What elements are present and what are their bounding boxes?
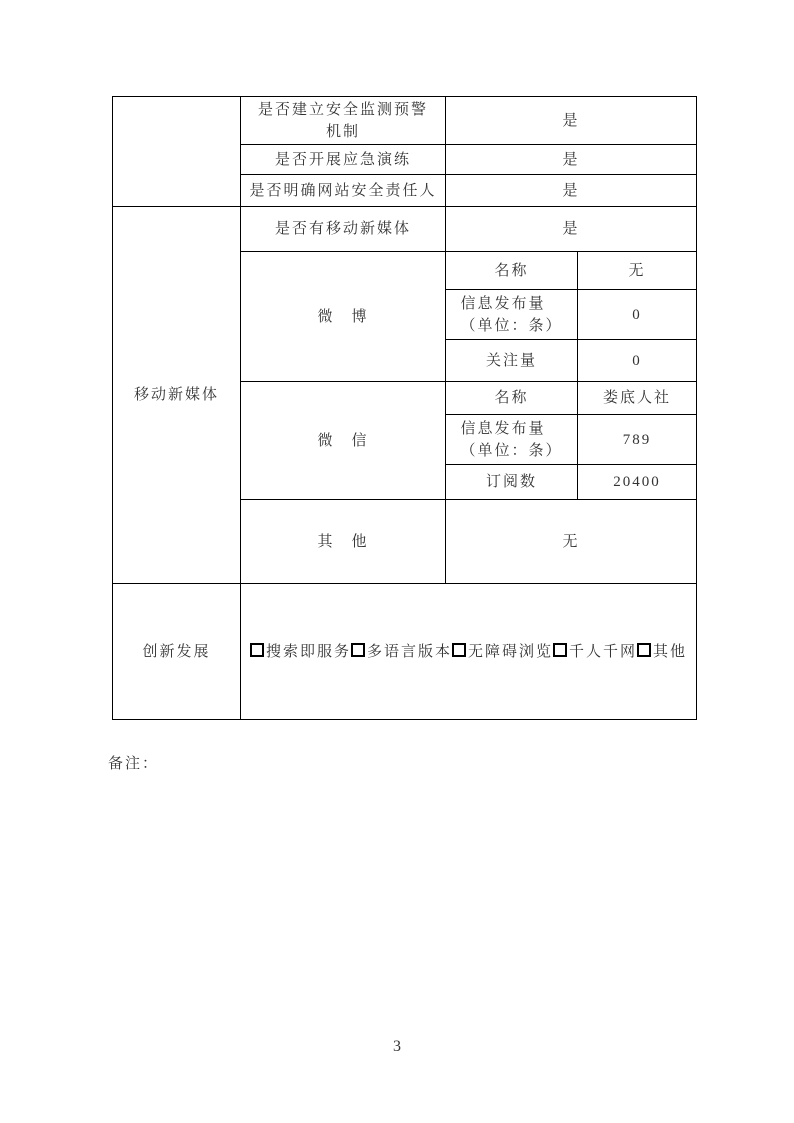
label-line1: 是否建立安全监测预警 (257, 101, 428, 118)
checkbox-unchecked-icon[interactable] (250, 643, 264, 657)
innovation-section-label: 创新发展 (113, 584, 241, 720)
label-line2: （单位：条） (460, 317, 563, 334)
table-row (113, 584, 697, 720)
table-row (113, 207, 697, 252)
weibo-name-label: 名称 (446, 252, 578, 290)
emergency-drill-label: 是否开展应急演练 (241, 145, 446, 175)
other-media-label: 其 他 (241, 500, 446, 584)
notes-label: 备注： (108, 756, 160, 772)
weibo-posts-label (446, 290, 578, 340)
innovation-option-label: 搜索即服务 (265, 643, 351, 660)
report-table (112, 96, 697, 720)
wechat-subscribers-value: 20400 (578, 465, 697, 500)
innovation-option-other[interactable] (637, 644, 687, 660)
security-officer-value: 是 (446, 175, 697, 207)
checkbox-unchecked-icon[interactable] (351, 643, 365, 657)
innovation-options-cell (241, 584, 697, 720)
innovation-option-personalized[interactable] (553, 644, 637, 660)
emergency-drill-value: 是 (446, 145, 697, 175)
innovation-option-search[interactable] (250, 644, 351, 660)
label-line2: 机制 (325, 123, 360, 140)
weibo-label: 微 博 (241, 252, 446, 382)
security-warning-value: 是 (446, 97, 697, 145)
security-section-cell (113, 97, 241, 207)
innovation-option-label: 无障碍浏览 (468, 643, 554, 660)
label-line2: （单位：条） (460, 442, 563, 459)
wechat-subscribers-label: 订阅数 (446, 465, 578, 500)
innovation-option-label: 多语言版本 (366, 643, 452, 660)
mobile-media-section-label: 移动新媒体 (113, 207, 241, 584)
label-line1: 信息发布量 (460, 295, 546, 312)
checkbox-unchecked-icon[interactable] (553, 643, 567, 657)
wechat-posts-label (446, 415, 578, 465)
innovation-option-label: 其他 (653, 643, 688, 660)
security-officer-label: 是否明确网站安全责任人 (241, 175, 446, 207)
innovation-option-label: 千人千网 (569, 643, 638, 660)
weibo-followers-label: 关注量 (446, 340, 578, 382)
wechat-label: 微 信 (241, 382, 446, 500)
checkbox-unchecked-icon[interactable] (637, 643, 651, 657)
wechat-name-value: 娄底人社 (578, 382, 697, 415)
innovation-option-accessibility[interactable] (452, 644, 553, 660)
weibo-followers-value: 0 (578, 340, 697, 382)
weibo-name-value: 无 (578, 252, 697, 290)
security-warning-label (241, 97, 446, 145)
wechat-name-label: 名称 (446, 382, 578, 415)
checkbox-unchecked-icon[interactable] (452, 643, 466, 657)
other-media-value: 无 (446, 500, 697, 584)
table-row (113, 97, 697, 145)
weibo-posts-value: 0 (578, 290, 697, 340)
innovation-option-multilang[interactable] (351, 644, 452, 660)
has-mobile-media-label: 是否有移动新媒体 (241, 207, 446, 252)
has-mobile-media-value: 是 (446, 207, 697, 252)
page-number: 3 (393, 1038, 401, 1055)
label-line1: 信息发布量 (460, 420, 546, 437)
wechat-posts-value: 789 (578, 415, 697, 465)
